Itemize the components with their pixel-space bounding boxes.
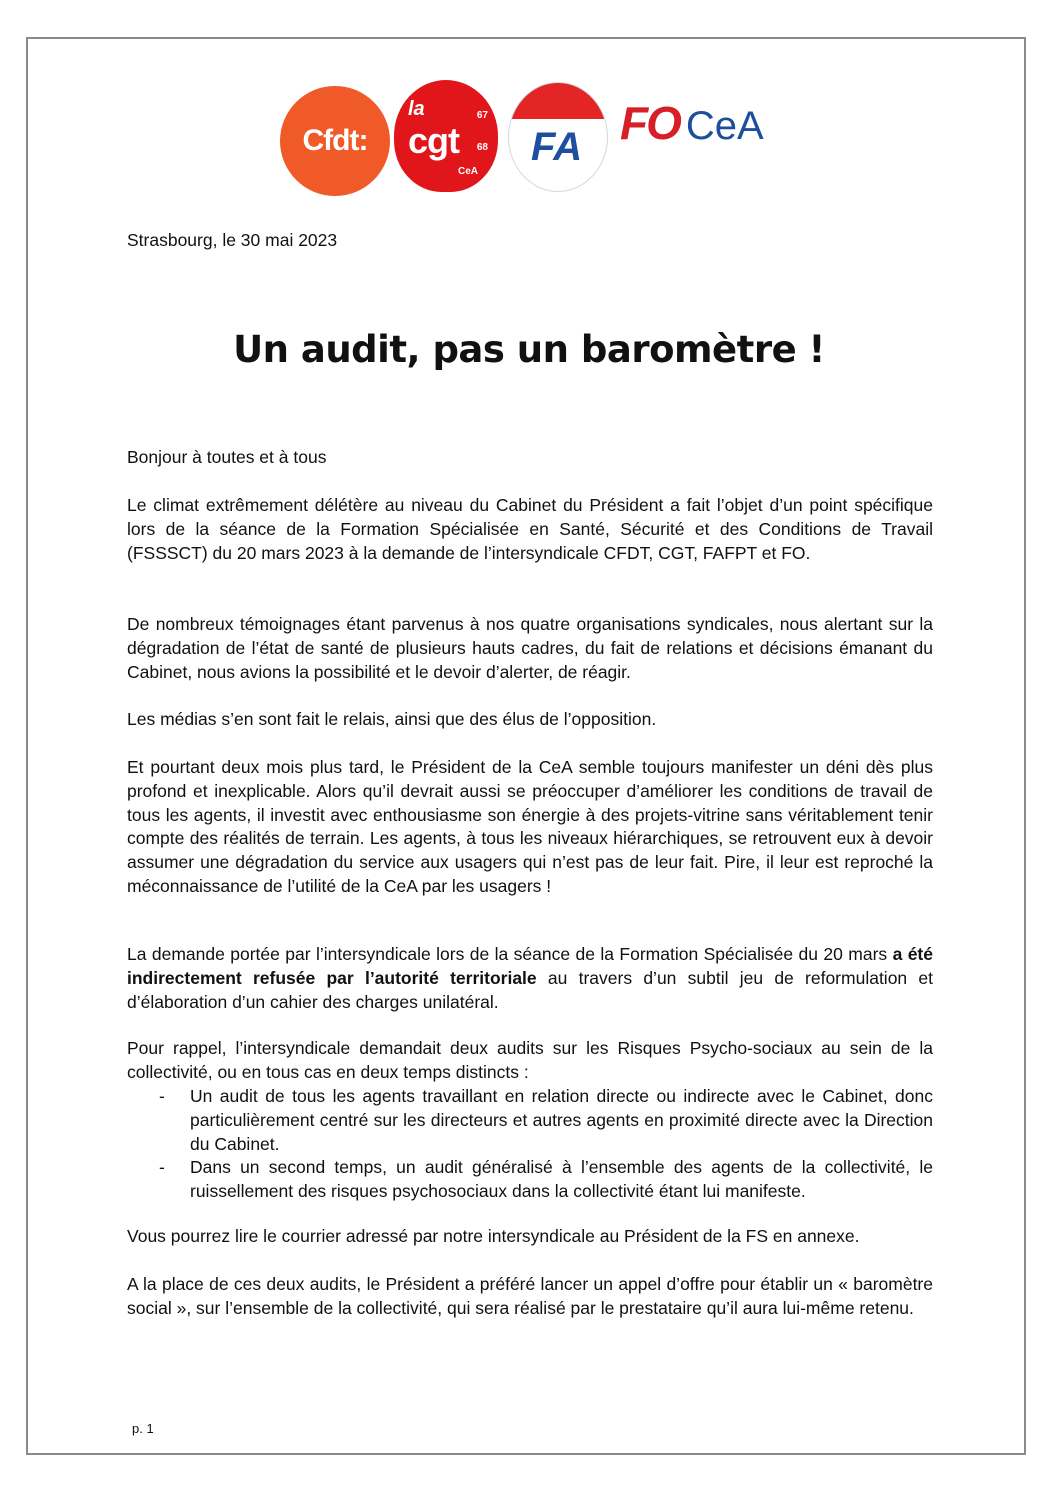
paragraph-1: Le climat extrêmement délétère au niveau du Cabinet du Président a fait l’objet d’un point spécifique lors de la séance de la Formation Spécialisée en Santé, Sécurité et des Conditions de Travail (FSSSCT) du 20 mars 2023 à la demande de l’intersyndicale CFDT, CGT, FAFPT et FO. — [127, 495, 933, 563]
cgt-logo-cea: CeA — [457, 166, 478, 177]
page-title: Un audit, pas un baromètre ! — [233, 328, 825, 371]
fa-logo-text: FA — [531, 125, 583, 169]
paragraph-5-end: au travers d’un subtil jeu de reformulation et d’élaboration d’un cahier des charges unilatéral. — [127, 967, 933, 1012]
audit-list — [127, 1085, 933, 1204]
paragraph-8: A la place de ces deux audits, le Président a préféré lancer un appel d’offre pour établir un « baromètre social », sur l’ensemble de la collectivité, qui sera réalisé par le prestataire qu’il aura lui-même retenu. — [127, 1274, 933, 1318]
page-number: p. 1 — [132, 1421, 154, 1436]
fa-logo-banner — [509, 83, 607, 119]
paragraph-3: Les médias s’en sont fait le relais, ainsi que des élus de l’opposition. — [127, 709, 657, 729]
paragraph-5 — [127, 943, 933, 1014]
list-item-text: Un audit de tous les agents travaillant en relation directe ou indirecte avec le Cabinet, donc particulièrement centré sur les directeurs et autres agents en proximité directe avec la Direction du Cabinet. — [190, 1086, 933, 1154]
cfdt-logo-text: Cfdt: — [302, 124, 368, 157]
greeting: Bonjour à toutes et à tous — [127, 447, 327, 467]
cfdt-logo — [280, 86, 390, 196]
union-logos — [280, 78, 780, 188]
fo-cea-logo — [620, 96, 780, 166]
fa-logo — [508, 82, 608, 192]
cgt-logo-text: cgt — [408, 120, 459, 161]
cgt-logo-68: 68 — [476, 142, 488, 153]
paragraph-7: Vous pourrez lire le courrier adressé par notre intersyndicale au Président de la FS en annexe. — [127, 1226, 860, 1246]
paragraph-5-start: La demande portée par l’intersyndicale lors de la séance de la Formation Spécialisée du 20 mars — [127, 944, 893, 964]
list-dash: - — [159, 1157, 165, 1178]
cgt-logo — [394, 80, 498, 192]
date-line: Strasbourg, le 30 mai 2023 — [127, 230, 338, 250]
paragraph-6: Pour rappel, l’intersyndicale demandait deux audits sur les Risques Psycho-sociaux au sein de la collectivité, ou en tous cas en deux temps distincts : — [127, 1038, 933, 1082]
paragraph-4: Et pourtant deux mois plus tard, le Président de la CeA semble toujours manifester un déni dès plus profond et inexplicable. Alors qu’il devrait aussi se préoccuper d’améliorer les conditions de travail de tous les agents, il investit avec enthousiasme son énergie à des projets-vitrine sans véritablement tenir compte des réalités de terrain. Les agents, à tous les niveaux hiérarchiques, se retrouvent eux à devoir assumer une dégradation du service aux usagers qui n’est pas de leur fait. Pire, il leur est reproché la méconnaissance de l’utilité de la CeA par les usagers ! — [127, 757, 933, 896]
paragraph-2: De nombreux témoignages étant parvenus à nos quatre organisations syndicales, nous alertant sur la dégradation de l’état de santé de plusieurs hauts cadres, du fait de relations et décisions émanant du Cabinet, nous avions la possibilité et le devoir d’alerter, de réagir. — [127, 614, 933, 682]
cea-logo-text: CeA — [685, 104, 764, 148]
paragraph-5-bold: a été indirectement refusée par l’autorité territoriale — [127, 944, 933, 988]
list-item-text: Dans un second temps, un audit généralisé à l’ensemble des agents de la collectivité, le ruissellement des risques psychosociaux dans la collectivité étant lui manifeste. — [190, 1157, 933, 1202]
list-item — [127, 1156, 933, 1204]
list-dash: - — [159, 1086, 165, 1106]
fo-logo-text: FO — [620, 97, 680, 149]
cgt-logo-67: 67 — [476, 110, 488, 121]
cgt-logo-la: la — [408, 98, 425, 120]
list-item — [127, 1085, 933, 1156]
